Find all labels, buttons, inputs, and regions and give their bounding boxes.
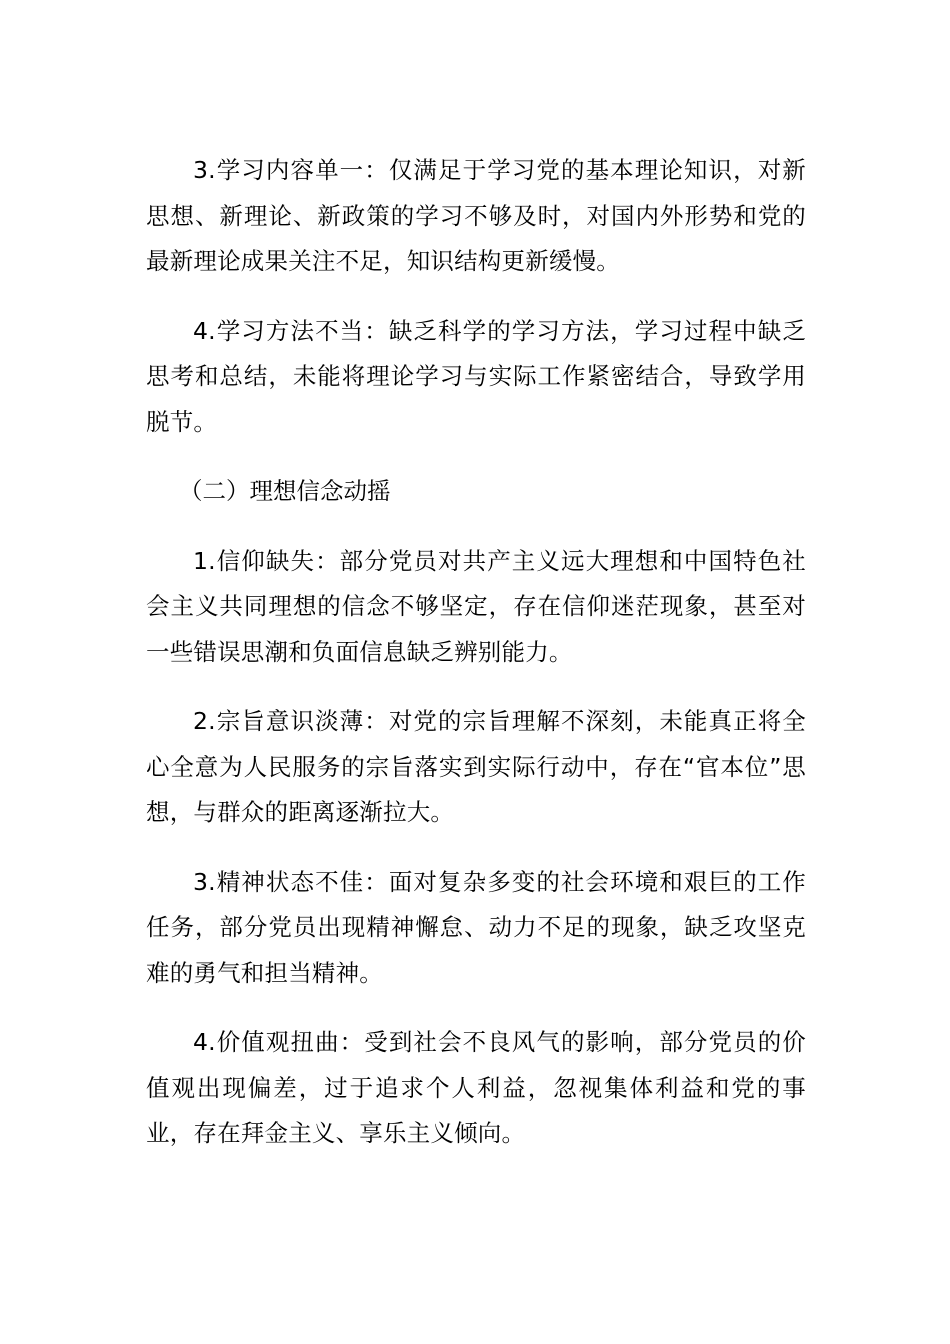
paragraph-learning-content: 3.学习内容单一：仅满足于学习党的基本理论知识，对新思想、新理论、新政策的学习不够及时，对国内外形势和党的最新理论成果关注不足，知识结构更新缓慢。 (146, 156, 806, 275)
paragraph-values-distorted: 4.价值观扭曲：受到社会不良风气的影响，部分党员的价值观出现偏差，过于追求个人利益，忽视集体利益和党的事业，存在拜金主义、享乐主义倾向。 (146, 1028, 806, 1147)
paragraph-purpose-awareness: 2.宗旨意识淡薄：对党的宗旨理解不深刻，未能真正将全心全意为人民服务的宗旨落实到实际行动中，存在“官本位”思想，与群众的距离逐渐拉大。 (146, 707, 806, 826)
paragraph-mental-state: 3.精神状态不佳：面对复杂多变的社会环境和艰巨的工作任务，部分党员出现精神懈怠、动力不足的现象，缺乏攻坚克难的勇气和担当精神。 (146, 867, 806, 987)
paragraph-faith-missing: 1.信仰缺失：部分党员对共产主义远大理想和中国特色社会主义共同理想的信念不够坚定，存在信仰迷茫现象，甚至对一些错误思潮和负面信息缺乏辨别能力。 (146, 546, 806, 666)
document-page (146, 148, 806, 1181)
paragraph-learning-method: 4.学习方法不当：缺乏科学的学习方法，学习过程中缺乏思考和总结，未能将理论学习与实际工作紧密结合，导致学用脱节。 (146, 316, 806, 436)
section-heading-ideals-beliefs: （二）理想信念动摇 (179, 477, 391, 505)
